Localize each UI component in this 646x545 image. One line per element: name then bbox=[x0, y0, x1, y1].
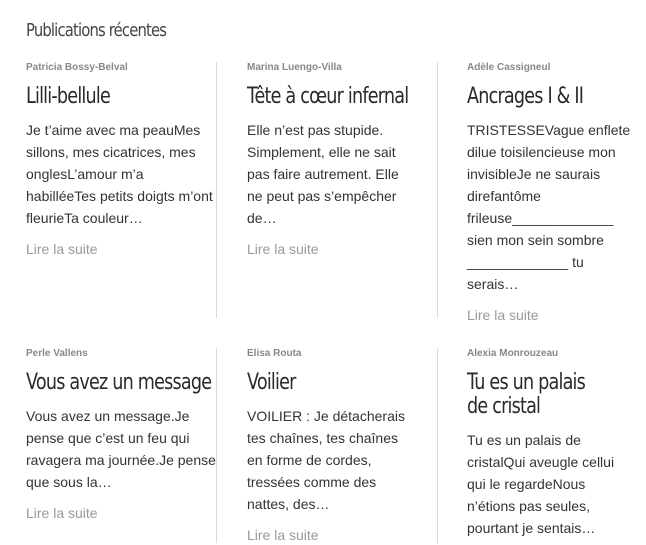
read-more-link[interactable]: Lire la suite bbox=[247, 527, 319, 543]
card-author[interactable]: Elisa Routa bbox=[247, 348, 302, 359]
publication-card-2 bbox=[216, 62, 447, 318]
card-author[interactable]: Patricia Bossy-Belval bbox=[26, 62, 128, 73]
publication-card-1 bbox=[26, 62, 226, 318]
card-author[interactable]: Marina Luengo-Villa bbox=[247, 62, 342, 73]
card-author[interactable]: Adèle Cassigneul bbox=[467, 62, 551, 73]
card-excerpt: Vous avez un message.Je pense que c’est un feu qui ravagera ma journée.Je pense que sous la… bbox=[26, 408, 216, 490]
card-author[interactable]: Perle Vallens bbox=[26, 348, 88, 359]
card-title[interactable]: Tu es un palais de cristal bbox=[467, 370, 586, 419]
card-title[interactable]: Tête à cœur infernal bbox=[247, 84, 409, 109]
publication-card-6 bbox=[437, 348, 646, 543]
card-title[interactable]: Vous avez un message bbox=[26, 370, 212, 395]
publication-card-3 bbox=[437, 62, 646, 323]
read-more-link[interactable]: Lire la suite bbox=[467, 307, 539, 323]
read-more-link[interactable]: Lire la suite bbox=[247, 241, 319, 257]
card-excerpt: Je t’aime avec ma peauMes sillons, mes cicatrices, mes onglesL’amour m’a habilléeTes petits doigts m’ont fleurieTa couleur… bbox=[26, 122, 213, 226]
card-excerpt: TRISTESSEVague enflete dilue toisilencieuse mon invisibleJe ne saurais direfantôme frileuse_____________ sien mon sein sombre _____________ tu serais… bbox=[467, 122, 631, 292]
section-title: Publications récentes bbox=[26, 20, 167, 41]
card-excerpt: Tu es un palais de cristalQui aveugle cellui qui le regardeNous n’étions pas seules, pourtant je sentais… bbox=[467, 432, 615, 536]
read-more-link[interactable]: Lire la suite bbox=[26, 241, 98, 257]
read-more-link[interactable]: Lire la suite bbox=[26, 505, 98, 521]
card-excerpt: Elle n’est pas stupide. Simplement, elle ne sait pas faire autrement. Elle ne peut pas s’empêcher de… bbox=[247, 122, 399, 226]
card-author[interactable]: Alexia Monrouzeau bbox=[467, 348, 559, 359]
publication-card-5 bbox=[216, 348, 447, 543]
publication-card-4 bbox=[26, 348, 226, 543]
card-title[interactable]: Voilier bbox=[247, 370, 296, 395]
card-title[interactable]: Ancrages I & II bbox=[467, 84, 584, 109]
card-title[interactable]: Lilli-bellule bbox=[26, 84, 110, 109]
card-excerpt: VOILIER : Je détacherais tes chaînes, tes chaînes en forme de cordes, tressées comme des nattes, des… bbox=[247, 408, 405, 512]
